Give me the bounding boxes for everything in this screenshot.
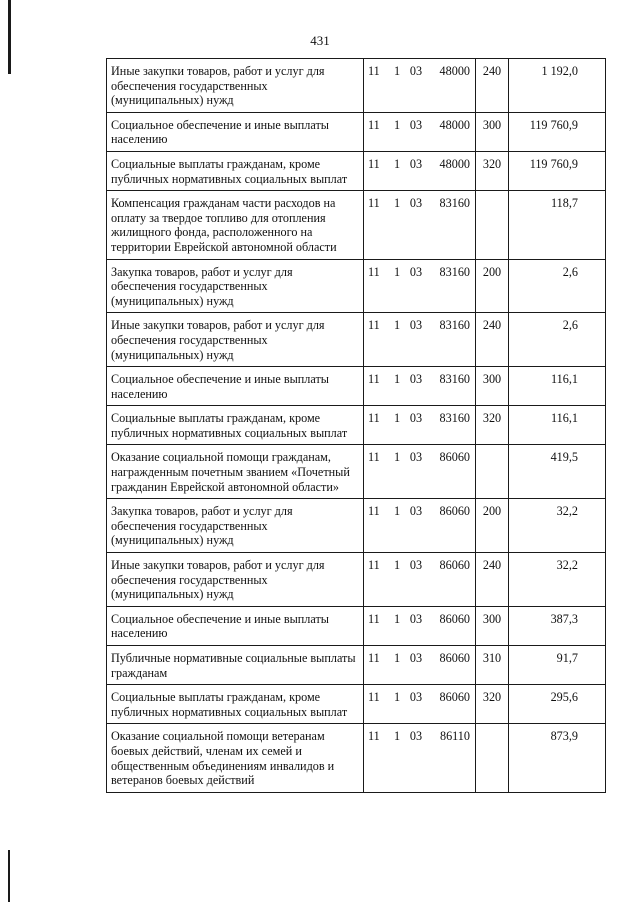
- article-code: 86060: [439, 690, 470, 705]
- program-code: 1: [393, 372, 401, 387]
- scan-edge-mark-bottom: [8, 850, 10, 902]
- expense-type-code-cell: 320: [476, 685, 509, 724]
- subprogram-code: 03: [409, 651, 423, 665]
- expense-name-cell: Иные закупки товаров, работ и услуг для обеспечения государственных (муниципальных) нужд: [107, 59, 364, 113]
- article-code: 86060: [439, 651, 470, 665]
- subprogram-code: 03: [409, 611, 423, 626]
- article-code: 83160: [439, 196, 470, 211]
- program-code: 1: [393, 558, 401, 573]
- subprogram-code: 03: [409, 156, 423, 171]
- article-code: 83160: [439, 372, 470, 387]
- amount-cell: 119 760,9: [509, 112, 606, 151]
- subprogram-code: 03: [409, 372, 423, 387]
- expense-name-cell: Социальное обеспечение и иные выплаты населению: [107, 112, 364, 151]
- expense-name-cell: Иные закупки товаров, работ и услуг для обеспечения государственных (муниципальных) нужд: [107, 553, 364, 607]
- page-number: 431: [310, 33, 330, 48]
- expense-name-cell: Публичные нормативные социальные выплаты гражданам: [107, 646, 364, 685]
- article-code: 86060: [439, 558, 470, 573]
- amount-cell: 118,7: [509, 191, 606, 259]
- expense-type-code-cell: 200: [476, 259, 509, 313]
- subprogram-code: 03: [409, 729, 423, 744]
- classification-code-cell: [364, 259, 476, 313]
- table-row: [107, 685, 606, 724]
- amount-cell: 32,2: [509, 553, 606, 607]
- subprogram-code: 03: [409, 64, 423, 78]
- program-code: 1: [393, 64, 401, 78]
- expense-type-code-cell: 240: [476, 59, 509, 113]
- classification-code-cell: [364, 313, 476, 367]
- expense-name-cell: Социальное обеспечение и иные выплаты населению: [107, 367, 364, 406]
- classification-code-cell: [364, 406, 476, 445]
- classification-code-cell: [364, 606, 476, 645]
- amount-cell: 91,7: [509, 646, 606, 685]
- expense-name-cell: Оказание социальной помощи ветеранам боевых действий, членам их семей и общественным объединениям инвалидов и ветеранов боевых действий: [107, 724, 364, 792]
- article-code: 83160: [439, 411, 470, 426]
- table-row: [107, 499, 606, 553]
- program-code: 1: [393, 196, 401, 211]
- subprogram-code: 03: [409, 117, 423, 132]
- expense-name-cell: Оказание социальной помощи гражданам, награжденным почетным званием «Почетный гражданин Еврейской автономной области»: [107, 445, 364, 499]
- table-row: [107, 151, 606, 190]
- table-row: [107, 112, 606, 151]
- article-code: 86060: [439, 504, 470, 519]
- expense-name-cell: Иные закупки товаров, работ и услуг для обеспечения государственных (муниципальных) нужд: [107, 313, 364, 367]
- budget-table: [106, 58, 606, 793]
- classification-code-cell: [364, 191, 476, 259]
- expense-type-code-cell: 300: [476, 606, 509, 645]
- expense-name-cell: Компенсация гражданам части расходов на оплату за твердое топливо для отопления жилищного фонда, расположенного на территории Еврейской автономной области: [107, 191, 364, 259]
- classification-code-cell: [364, 685, 476, 724]
- article-code: 86060: [439, 611, 470, 626]
- program-code: 1: [393, 504, 401, 519]
- subprogram-code: 03: [409, 558, 423, 573]
- classification-code-cell: [364, 646, 476, 685]
- classification-code-cell: [364, 499, 476, 553]
- chapter-code: 11: [368, 264, 380, 279]
- classification-code-cell: [364, 112, 476, 151]
- amount-cell: 2,6: [509, 259, 606, 313]
- subprogram-code: 03: [409, 196, 423, 211]
- program-code: 1: [393, 156, 401, 171]
- article-code: 83160: [439, 318, 470, 333]
- expense-type-code-cell: 240: [476, 313, 509, 367]
- expense-type-code-cell: [476, 724, 509, 792]
- expense-name-cell: Социальные выплаты гражданам, кроме публичных нормативных социальных выплат: [107, 406, 364, 445]
- expense-name-cell: Закупка товаров, работ и услуг для обеспечения государственных (муниципальных) нужд: [107, 259, 364, 313]
- chapter-code: 11: [368, 690, 380, 705]
- chapter-code: 11: [368, 729, 380, 744]
- subprogram-code: 03: [409, 411, 423, 426]
- program-code: 1: [393, 264, 401, 279]
- subprogram-code: 03: [409, 690, 423, 705]
- amount-cell: 116,1: [509, 406, 606, 445]
- table-row: [107, 606, 606, 645]
- article-code: 48000: [439, 156, 470, 171]
- table-row: [107, 406, 606, 445]
- table-row: [107, 259, 606, 313]
- chapter-code: 11: [368, 117, 380, 132]
- expense-type-code-cell: 300: [476, 112, 509, 151]
- table-row: [107, 191, 606, 259]
- amount-cell: 32,2: [509, 499, 606, 553]
- expense-type-code-cell: 200: [476, 499, 509, 553]
- subprogram-code: 03: [409, 504, 423, 519]
- expense-name-cell: Закупка товаров, работ и услуг для обеспечения государственных (муниципальных) нужд: [107, 499, 364, 553]
- classification-code-cell: [364, 445, 476, 499]
- program-code: 1: [393, 318, 401, 333]
- subprogram-code: 03: [409, 450, 423, 465]
- chapter-code: 11: [368, 372, 380, 387]
- table-body: [107, 59, 606, 793]
- chapter-code: 11: [368, 504, 380, 519]
- article-code: 48000: [439, 64, 470, 78]
- table-row: [107, 553, 606, 607]
- classification-code-cell: [364, 553, 476, 607]
- classification-code-cell: [364, 59, 476, 113]
- article-code: 48000: [439, 117, 470, 132]
- article-code: 86060: [439, 450, 470, 465]
- expense-type-code-cell: 240: [476, 553, 509, 607]
- program-code: 1: [393, 690, 401, 705]
- amount-cell: 1 192,0: [509, 59, 606, 113]
- amount-cell: 295,6: [509, 685, 606, 724]
- classification-code-cell: [364, 367, 476, 406]
- program-code: 1: [393, 411, 401, 426]
- table-row: [107, 646, 606, 685]
- table-row: [107, 724, 606, 792]
- chapter-code: 11: [368, 318, 380, 333]
- chapter-code: 11: [368, 196, 380, 211]
- table-row: [107, 313, 606, 367]
- program-code: 1: [393, 651, 401, 665]
- table-row: [107, 59, 606, 113]
- chapter-code: 11: [368, 411, 380, 426]
- program-code: 1: [393, 117, 401, 132]
- classification-code-cell: [364, 151, 476, 190]
- program-code: 1: [393, 611, 401, 626]
- program-code: 1: [393, 450, 401, 465]
- expense-type-code-cell: 310: [476, 646, 509, 685]
- amount-cell: 873,9: [509, 724, 606, 792]
- expense-type-code-cell: 320: [476, 151, 509, 190]
- classification-code-cell: [364, 724, 476, 792]
- chapter-code: 11: [368, 450, 380, 465]
- chapter-code: 11: [368, 558, 380, 573]
- expense-name-cell: Социальное обеспечение и иные выплаты населению: [107, 606, 364, 645]
- article-code: 86110: [439, 729, 470, 744]
- subprogram-code: 03: [409, 264, 423, 279]
- program-code: 1: [393, 729, 401, 744]
- expense-type-code-cell: [476, 191, 509, 259]
- expense-name-cell: Социальные выплаты гражданам, кроме публичных нормативных социальных выплат: [107, 685, 364, 724]
- chapter-code: 11: [368, 156, 380, 171]
- amount-cell: 116,1: [509, 367, 606, 406]
- expense-type-code-cell: 300: [476, 367, 509, 406]
- subprogram-code: 03: [409, 318, 423, 333]
- table-row: [107, 367, 606, 406]
- amount-cell: 2,6: [509, 313, 606, 367]
- chapter-code: 11: [368, 64, 380, 78]
- amount-cell: 119 760,9: [509, 151, 606, 190]
- table-row: [107, 445, 606, 499]
- expense-type-code-cell: 320: [476, 406, 509, 445]
- chapter-code: 11: [368, 611, 380, 626]
- expense-name-cell: Социальные выплаты гражданам, кроме публичных нормативных социальных выплат: [107, 151, 364, 190]
- expense-type-code-cell: [476, 445, 509, 499]
- article-code: 83160: [439, 264, 470, 279]
- amount-cell: 387,3: [509, 606, 606, 645]
- amount-cell: 419,5: [509, 445, 606, 499]
- chapter-code: 11: [368, 651, 380, 665]
